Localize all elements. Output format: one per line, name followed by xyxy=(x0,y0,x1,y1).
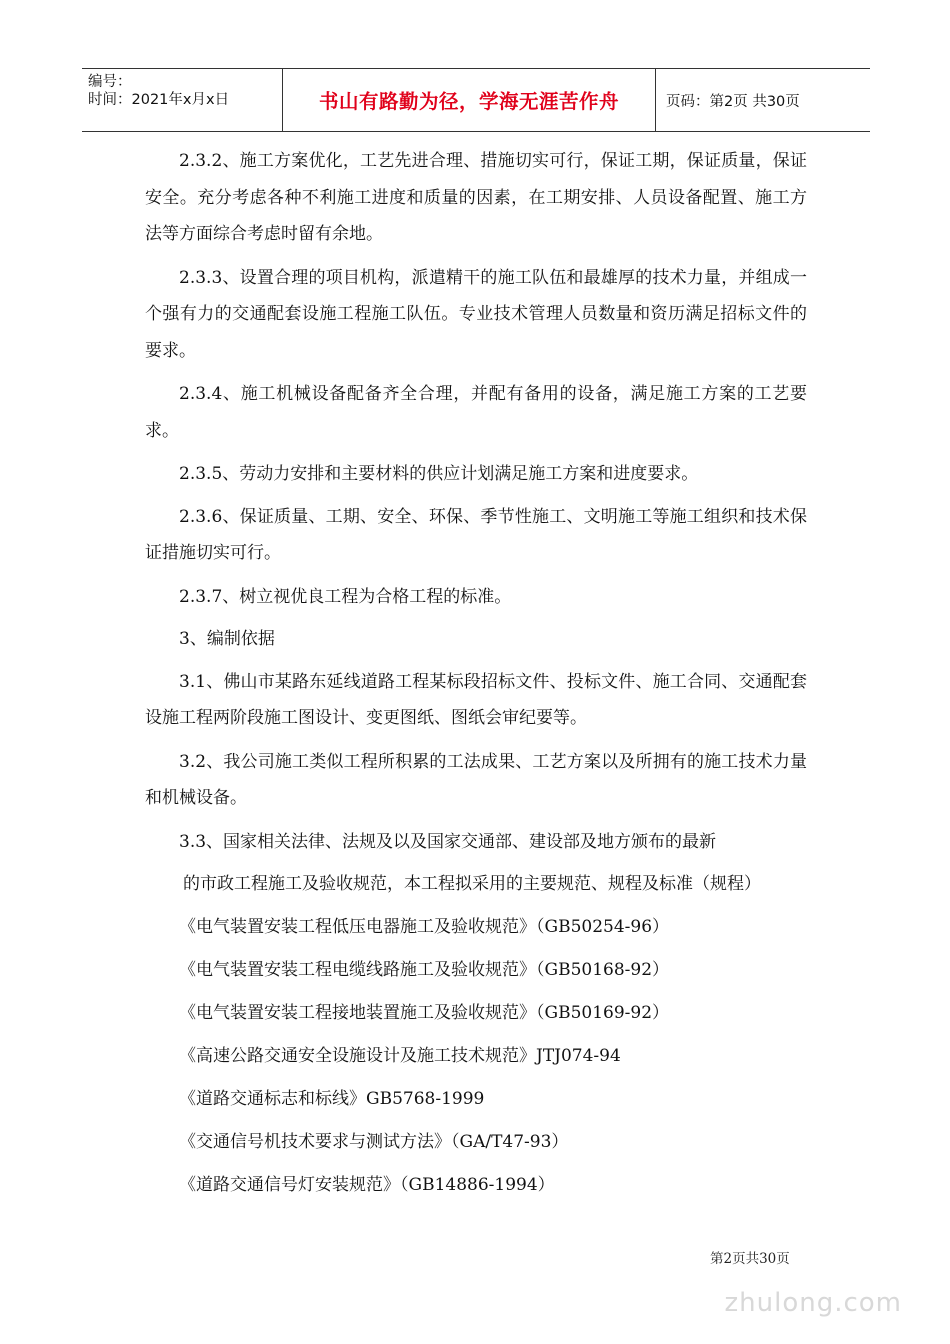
document-date-label: 时间：2021年x月x日 xyxy=(88,92,230,108)
standard-item: 《电气装置安装工程电缆线路施工及验收规范》（GB50168-92） xyxy=(179,960,670,980)
paragraph-2-3-7: 2.3.7、树立视优良工程为合格工程的标准。 xyxy=(179,586,512,607)
paragraph-2-3-3: 2.3.3、设置合理的项目机构，派遣精干的施工队伍和最雄厚的技术力量，并组成一个强有力的交通配套设施工程施工队伍。专业技术管理人员数量和资历满足招标文件的要求。 xyxy=(145,267,807,361)
paragraph-2-3-4: 2.3.4、施工机械设备配备齐全合理，并配有备用的设备，满足施工方案的工艺要求。 xyxy=(145,384,807,441)
paragraph-3-3-continuation: 的市政工程施工及验收规范，本工程拟采用的主要规范、规程及标准（规程） xyxy=(183,874,761,894)
section-heading-3: 3、编制依据 xyxy=(179,629,275,649)
paragraph-2-3-2: 2.3.2、施工方案优化，工艺先进合理、措施切实可行，保证工期，保证质量，保证安全。充分考虑各种不利施工进度和质量的因素，在工期安排、人员设备配置、施工方法等方面综合考虑时留有余地。 xyxy=(145,151,807,244)
standard-item: 《道路交通信号灯安装规范》（GB14886-1994） xyxy=(179,1175,555,1195)
document-body xyxy=(145,143,807,1210)
paragraph-3-3: 3.3、国家相关法律、法规及以及国家交通部、建设部及地方颁布的最新 xyxy=(179,831,717,852)
standard-item: 《电气装置安装工程接地装置施工及验收规范》（GB50169-92） xyxy=(179,1003,670,1023)
paragraph-3-2: 3.2、我公司施工类似工程所积累的工法成果、工艺方案以及所拥有的施工技术力量和机械设备。 xyxy=(145,751,807,808)
page-footer-number: 第2页共30页 xyxy=(710,1251,790,1267)
site-watermark: zhulong.com xyxy=(724,1288,902,1318)
standard-item: 《道路交通标志和标线》GB5768-1999 xyxy=(179,1089,485,1109)
standard-item: 《高速公路交通安全设施设计及施工技术规范》JTJ074-94 xyxy=(179,1046,621,1066)
header-left-cell xyxy=(82,69,282,131)
page-header xyxy=(82,68,870,132)
document-number-label: 编号： xyxy=(88,74,132,90)
paragraph-3-1: 3.1、佛山市某路东延线道路工程某标段招标文件、投标文件、施工合同、交通配套设施工程两阶段施工图设计、变更图纸、图纸会审纪要等。 xyxy=(145,671,807,728)
header-motto: 书山有路勤为径，学海无涯苦作舟 xyxy=(282,69,656,131)
paragraph-2-3-5: 2.3.5、劳动力安排和主要材料的供应计划满足施工方案和进度要求。 xyxy=(179,464,699,484)
paragraph-2-3-6: 2.3.6、保证质量、工期、安全、环保、季节性施工、文明施工等施工组织和技术保证措施切实可行。 xyxy=(145,506,807,563)
standard-item: 《交通信号机技术要求与测试方法》（GA/T47-93） xyxy=(179,1132,569,1152)
header-page-info: 页码：第2页 共30页 xyxy=(666,93,800,110)
standard-item: 《电气装置安装工程低压电器施工及验收规范》（GB50254-96） xyxy=(179,917,670,937)
